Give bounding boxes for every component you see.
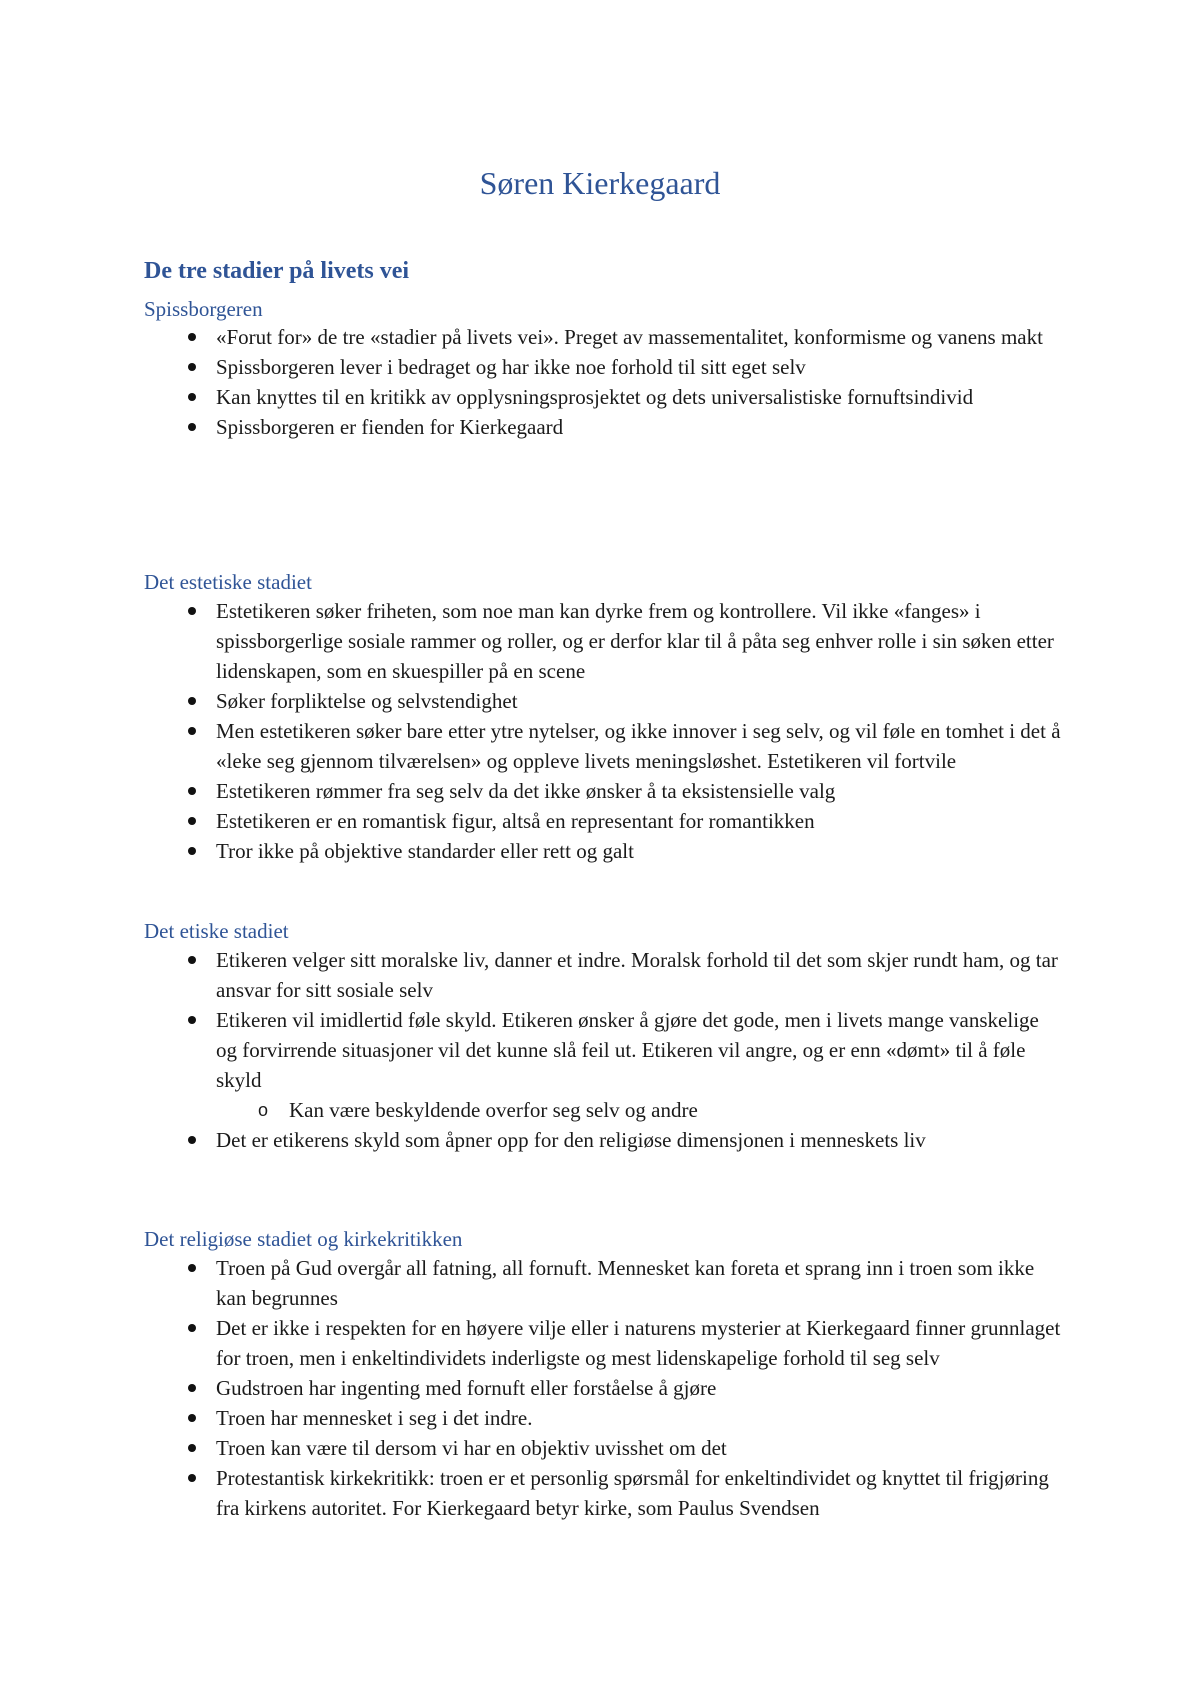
list-item: Gudstroen har ingenting med fornuft eller forståelse å gjøre xyxy=(144,1373,1064,1403)
section-heading-etiske: Det etiske stadiet xyxy=(144,919,289,943)
list-item: Estetikeren rømmer fra seg selv da det ikke ønsker å ta eksistensielle valg xyxy=(144,776,1064,806)
section-heading-estetiske: Det estetiske stadiet xyxy=(144,570,312,594)
list-item: Troen kan være til dersom vi har en objektiv uvisshet om det xyxy=(144,1433,1064,1463)
section-heading-spissborgeren: Spissborgeren xyxy=(144,297,263,321)
list-item: Troen har mennesket i seg i det indre. xyxy=(144,1403,1064,1433)
list-item: Spissborgeren lever i bedraget og har ikke noe forhold til sitt eget selv xyxy=(144,352,1064,382)
list-item: Troen på Gud overgår all fatning, all fornuft. Mennesket kan foreta et sprang inn i troen som ikke kan begrunnes xyxy=(144,1253,1064,1313)
list-item-text: Etikeren vil imidlertid føle skyld. Etikeren ønsker å gjøre det gode, men i livets mange vanskelige og forvirrende situasjoner vil det kunne slå feil ut. Etikeren vil angre, og er enn «dømt» til å føle skyld xyxy=(216,1008,1039,1092)
list-item: «Forut for» de tre «stadier på livets vei». Preget av massementalitet, konformisme og vanens makt xyxy=(144,322,1064,352)
list-item: Kan knyttes til en kritikk av opplysningsprosjektet og dets universalistiske fornuftsindivid xyxy=(144,382,1064,412)
list-item: Etikeren velger sitt moralske liv, danner et indre. Moralsk forhold til det som skjer rundt ham, og tar ansvar for sitt sosiale selv xyxy=(144,945,1064,1005)
list-item: Estetikeren søker friheten, som noe man kan dyrke frem og kontrollere. Vil ikke «fanges» i spissborgerlige sosiale rammer og roller, og er derfor klar til å påta seg enhver rolle i sin søken etter lidenskapen, som en skuespiller på en scene xyxy=(144,596,1064,686)
list-item: Det er ikke i respekten for en høyere vilje eller i naturens mysterier at Kierkegaard finner grunnlaget for troen, men i enkeltindividets inderligste og mest lidenskapelige forhold til seg selv xyxy=(144,1313,1064,1373)
section-heading-religiose: Det religiøse stadiet og kirkekritikken xyxy=(144,1227,463,1251)
bullet-list-estetiske xyxy=(144,596,1064,866)
list-item: Protestantisk kirkekritikk: troen er et personlig spørsmål for enkeltindividet og knyttet til frigjøring fra kirkens autoritet. For Kierkegaard betyr kirke, som Paulus Svendsen xyxy=(144,1463,1064,1523)
bullet-list-etiske xyxy=(144,945,1064,1155)
list-item: Estetikeren er en romantisk figur, altså en representant for romantikken xyxy=(144,806,1064,836)
list-item: Tror ikke på objektive standarder eller rett og galt xyxy=(144,836,1064,866)
sub-list xyxy=(216,1095,1064,1125)
main-heading: De tre stadier på livets vei xyxy=(144,258,410,284)
sub-list-item: o Kan være beskyldende overfor seg selv og andre xyxy=(216,1095,1064,1125)
list-item: Spissborgeren er fienden for Kierkegaard xyxy=(144,412,1064,442)
list-item xyxy=(144,1005,1064,1125)
list-item: Men estetikeren søker bare etter ytre nytelser, og ikke innover i seg selv, og vil føle en tomhet i det å «leke seg gjennom tilværelsen» og oppleve livets meningsløshet. Estetikeren vil fortvile xyxy=(144,716,1064,776)
list-item: Det er etikerens skyld som åpner opp for den religiøse dimensjonen i menneskets liv xyxy=(144,1125,1064,1155)
list-item: Søker forpliktelse og selvstendighet xyxy=(144,686,1064,716)
bullet-list-spissborgeren xyxy=(144,322,1064,442)
bullet-list-religiose xyxy=(144,1253,1064,1523)
document-title: Søren Kierkegaard xyxy=(479,165,721,201)
